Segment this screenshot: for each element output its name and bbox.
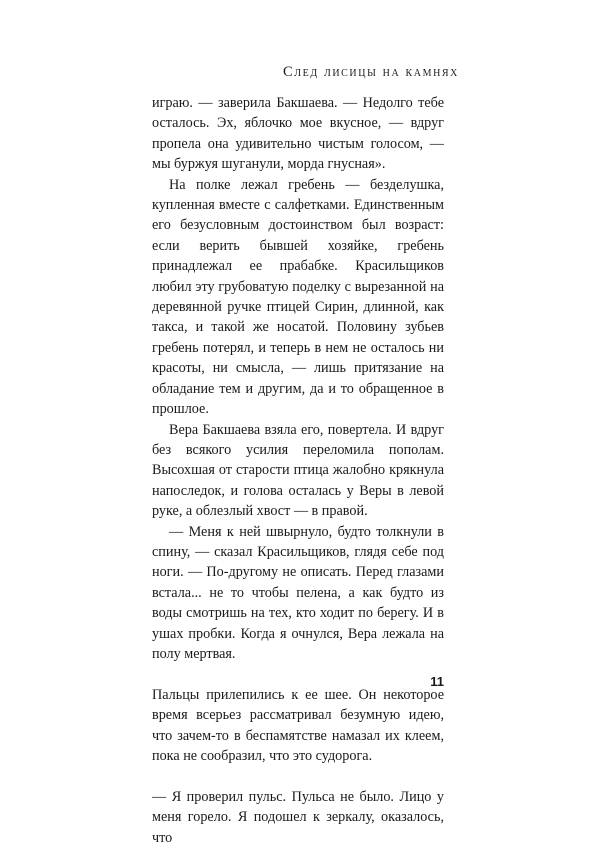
paragraph-1: играю. — заверила Бакшаева. — Недолго тебе осталось. Эх, яблочко мое вкусное, — вдруг пропела она удивительно чистым голосом, — мы буржуя шуганули, морда гнусная».: [152, 95, 444, 173]
paragraph-5: Пальцы прилепились к ее шее. Он некоторое время всерьез рассматривал безумную идею, что зачем-то в беспамятстве намазал их клеем, пока не сообразил, что это судорога.: [152, 686, 444, 764]
body-text: [152, 93, 444, 848]
paragraph-6: — Я проверил пульс. Пульса не было. Лицо у меня горело. Я подошел к зеркалу, оказалось, что: [152, 788, 444, 846]
running-title: След лисицы на камнях: [282, 64, 459, 80]
paragraph-3: Вера Бакшаева взяла его, повертела. И вдруг без всякого усилия переломила пополам. Высохшая от старости птица жалобно крякнула напоследок, и голова осталась у Веры в левой руке, а облезлый хвост — в правой.: [152, 421, 444, 520]
paragraph-2: На полке лежал гребень — безделушка, купленная вместе с салфетками. Единственным его безусловным достоинством был возраст: если верить бывшей хозяйке, гребень принадлежал ее прабабке. Красильщиков любил эту грубоватую поделку с вырезанной на деревянной ручке птицей Сирин, длинной, как такса, и такой же носатой. Половину зубьев гребень потерял, и теперь в нем не осталось ни красоты, ни смысла, — лишь притязание на обладание тем и другим, да и то обращенное в прошлое.: [152, 176, 444, 418]
page-number: 11: [430, 674, 444, 689]
paragraph-4: — Меня к ней швырнуло, будто толкнули в спину, — сказал Красильщиков, глядя себе под ноги. — По-другому не описать. Перед глазами встала... не то чтобы пелена, а как будто из воды смотришь на тех, кто ходит по берегу. И в ушах пробки. Когда я очнулся, Вера лежала на полу мертвая.: [152, 523, 444, 662]
